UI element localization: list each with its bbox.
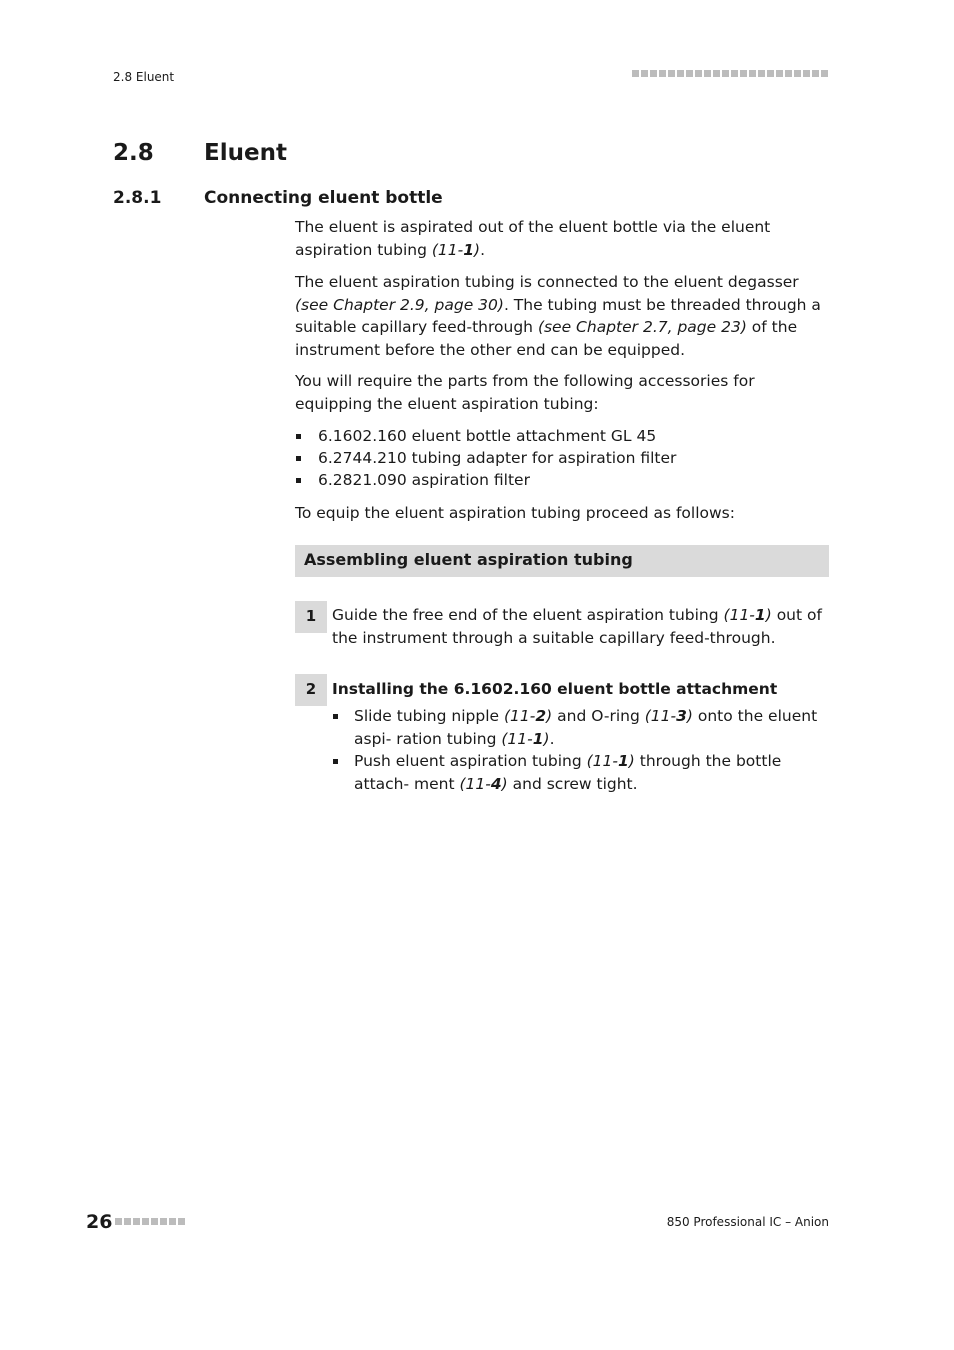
list-item: 6.2744.210 tubing adapter for aspiration filter: [295, 447, 829, 469]
running-header: 2.8 Eluent: [113, 70, 175, 84]
procedure-banner: Assembling eluent aspiration tubing: [295, 545, 829, 577]
paragraph-1: The eluent is aspirated out of the eluent bottle via the eluent aspiration tubing (11-1).: [295, 218, 771, 259]
step-2-title: Installing the 6.1602.160 eluent bottle attachment: [332, 680, 778, 698]
bullet-icon: [333, 759, 338, 764]
cross-reference-link[interactable]: (see Chapter 2.7, page 23): [537, 318, 747, 336]
footer-document-title: 850 Professional IC – Anion: [666, 1215, 829, 1229]
step-number-1: 1: [295, 601, 327, 633]
footer-dot-bar: [115, 1218, 185, 1225]
list-item: Push eluent aspiration tubing (11-1) through the bottle attach- ment (11-4) and screw tight.: [332, 750, 832, 795]
paragraph-4: To equip the eluent aspiration tubing proceed as follows:: [295, 504, 735, 522]
accessories-list: [295, 425, 829, 491]
section-number: 2.8: [113, 140, 154, 166]
list-item: 6.1602.160 eluent bottle attachment GL 45: [295, 425, 829, 447]
paragraph-2: The eluent aspiration tubing is connected to the eluent degasser (see Chapter 2.9, page 30). The tubing must be threaded through a suitable capillary feed-through (see Chapter 2.7, page 23) of the instrument before the other end can be equipped.: [295, 273, 821, 359]
bullet-icon: [296, 434, 301, 439]
section-title: Eluent: [204, 140, 287, 166]
paragraph-3: You will require the parts from the following accessories for equipping the eluent aspiration tubing:: [295, 372, 755, 413]
section-heading: [113, 140, 287, 166]
step-2-sublist: [332, 705, 832, 795]
bullet-icon: [296, 456, 301, 461]
cross-reference-link[interactable]: (see Chapter 2.9, page 30): [295, 295, 504, 314]
step-1-text: Guide the free end of the eluent aspiration tubing (11-1) out of the instrument through a suitable capillary feed-through.: [332, 606, 822, 647]
step-number-2: 2: [295, 674, 327, 706]
bullet-icon: [296, 478, 301, 483]
subsection-number: 2.8.1: [113, 188, 162, 208]
subsection-heading: [113, 188, 443, 208]
page-number: 26: [86, 1211, 113, 1233]
bullet-icon: [333, 714, 338, 719]
list-item: Slide tubing nipple (11-2) and O-ring (11-3) onto the eluent aspi- ration tubing (11-1).: [332, 705, 832, 750]
header-dot-bar: [632, 70, 828, 77]
subsection-title: Connecting eluent bottle: [204, 188, 443, 208]
list-item: 6.2821.090 aspiration filter: [295, 469, 829, 491]
